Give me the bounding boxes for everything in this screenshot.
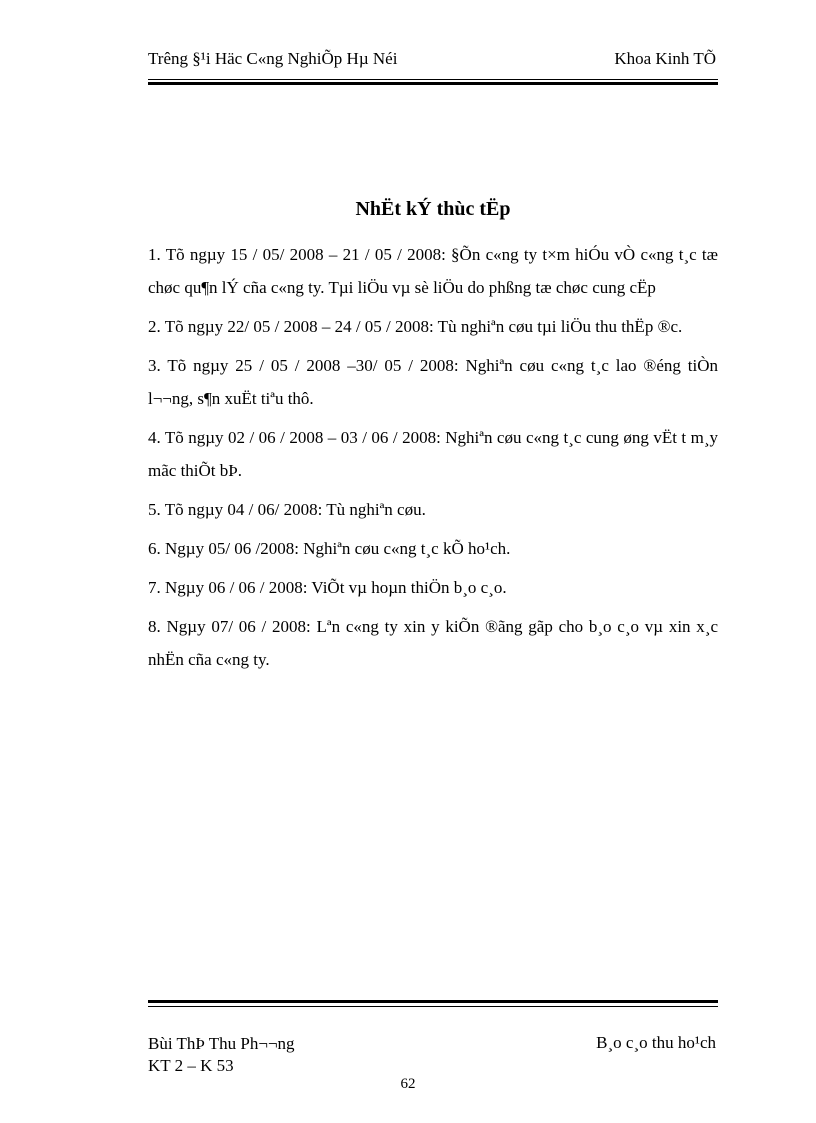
header-rule-thin bbox=[148, 79, 718, 80]
diary-entry: 7. Ngµy 06 / 06 / 2008: ViÕt vµ hoµn thiÖn b¸o c¸o. bbox=[148, 578, 507, 597]
footer-class: KT 2 – K 53 bbox=[148, 1056, 234, 1075]
diary-entries bbox=[148, 238, 718, 682]
diary-entry: 8. Ngµy 07/ 06 / 2008: Lªn c«ng ty xin y kiÕn ®ãng gãp cho b¸o c¸o vµ xin x¸c nhËn cña c«ng ty. bbox=[148, 617, 718, 669]
diary-entry: 6. Ngµy 05/ 06 /2008: Nghiªn cøu c«ng t¸c kÕ ho¹ch. bbox=[148, 539, 511, 558]
diary-entry: 5. Tõ ngµy 04 / 06/ 2008: Tù nghiªn cøu. bbox=[148, 500, 426, 519]
page-number: 62 bbox=[400, 1076, 416, 1092]
footer-rule-thin bbox=[148, 1006, 718, 1007]
header-rule-thick bbox=[148, 82, 718, 85]
footer-report-title: B¸o c¸o thu ho¹ch bbox=[596, 1033, 716, 1052]
header-faculty: Khoa Kinh TÕ bbox=[614, 49, 716, 68]
page-title: NhËt kÝ thùc tËp bbox=[355, 198, 511, 220]
header-university: Trêng §¹i Häc C«ng NghiÕp Hµ Néi bbox=[148, 49, 398, 68]
diary-entry: 1. Tõ ngµy 15 / 05/ 2008 – 21 / 05 / 2008: §Õn c«ng ty t×m hiÓu vÒ c«ng t¸c tæ chøc qu¶n lÝ cña c«ng ty. Tµi liÖu vµ sè liÖu do phßng tæ chøc cung cËp bbox=[148, 245, 718, 297]
footer-author-block bbox=[148, 1033, 295, 1077]
diary-entry: 2. Tõ ngµy 22/ 05 / 2008 – 24 / 05 / 2008: Tù nghiªn cøu tµi liÖu thu thËp ®c. bbox=[148, 317, 683, 336]
diary-entry: 4. Tõ ngµy 02 / 06 / 2008 – 03 / 06 / 2008: Nghiªn cøu c«ng t¸c cung øng vËt t m¸y mãc thiÕt bÞ. bbox=[148, 428, 718, 480]
footer-rule-thick bbox=[148, 1000, 718, 1003]
footer-author: Bùi ThÞ Thu Ph¬¬ng bbox=[148, 1034, 295, 1053]
page-header bbox=[148, 49, 716, 71]
diary-entry: 3. Tõ ngµy 25 / 05 / 2008 –30/ 05 / 2008: Nghiªn cøu c«ng t¸c lao ®éng tiÒn l¬¬ng, s¶n xuËt tiªu thô. bbox=[148, 356, 718, 408]
